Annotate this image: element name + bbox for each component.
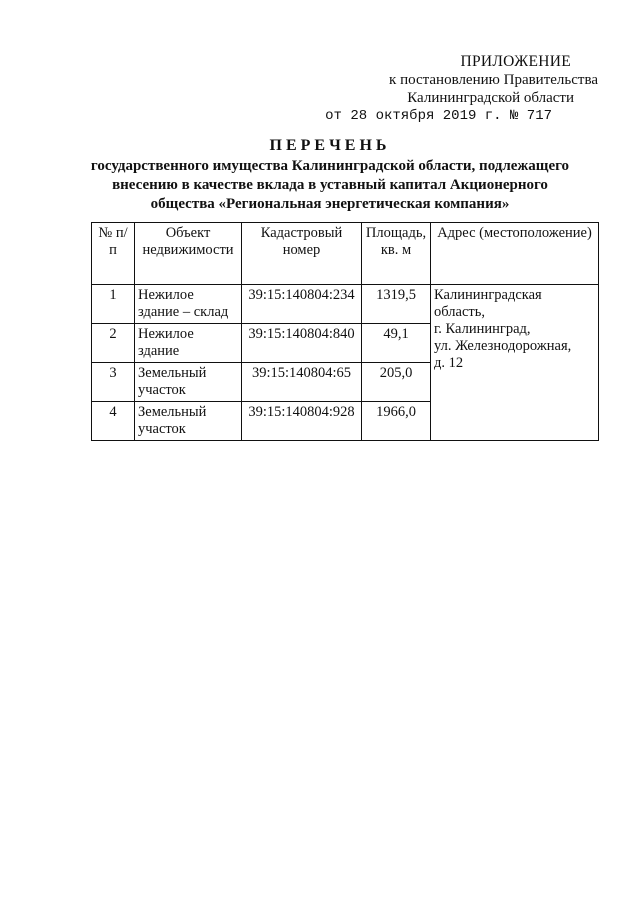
property-table <box>91 222 599 441</box>
document-subtitle-line-1: государственного имущества Калининградской области, подлежащего <box>90 158 570 174</box>
address-line-4: ул. Железнодорожная, <box>434 338 572 354</box>
row-area: 1319,5 <box>362 285 431 324</box>
header-cadastral: Кадастровый номер <box>242 223 362 285</box>
appendix-date: от 28 октября 2019 г. № 717 <box>325 108 552 124</box>
address-line-1: Калининградская <box>434 287 542 303</box>
table-header-row <box>92 223 599 285</box>
row-cadastral: 39:15:140804:65 <box>242 363 362 402</box>
header-object: Объект недвижимости <box>135 223 242 285</box>
address-line-2: область, <box>434 304 485 320</box>
row-object: Нежилое здание – склад <box>135 285 242 324</box>
appendix-resolution-line: к постановлению Правительства <box>389 72 598 88</box>
row-area: 205,0 <box>362 363 431 402</box>
row-num: 2 <box>92 324 135 363</box>
document-subtitle-line-3: общества «Региональная энергетическая компания» <box>150 196 510 212</box>
row-cadastral: 39:15:140804:234 <box>242 285 362 324</box>
row-area: 1966,0 <box>362 402 431 441</box>
row-object: Нежилое здание <box>135 324 242 363</box>
address-cell <box>431 285 599 441</box>
header-area: Площадь, кв. м <box>362 223 431 285</box>
table-row <box>92 285 599 324</box>
appendix-region-line: Калининградской области <box>407 90 574 106</box>
document-title: ПЕРЕЧЕНЬ <box>269 137 391 154</box>
address-line-3: г. Калининград, <box>434 321 531 337</box>
row-cadastral: 39:15:140804:928 <box>242 402 362 441</box>
row-num: 3 <box>92 363 135 402</box>
header-num: № п/п <box>92 223 135 285</box>
document-heading <box>60 137 600 214</box>
appendix-title: ПРИЛОЖЕНИЕ <box>460 53 571 70</box>
address-line-5: д. 12 <box>434 355 464 371</box>
row-cadastral: 39:15:140804:840 <box>242 324 362 363</box>
row-object: Земельный участок <box>135 363 242 402</box>
header-address: Адрес (местоположение) <box>431 223 599 285</box>
row-num: 4 <box>92 402 135 441</box>
row-area: 49,1 <box>362 324 431 363</box>
row-object: Земельный участок <box>135 402 242 441</box>
document-subtitle-line-2: внесению в качестве вклада в уставный капитал Акционерного <box>112 177 548 193</box>
row-num: 1 <box>92 285 135 324</box>
appendix-block <box>298 53 598 125</box>
